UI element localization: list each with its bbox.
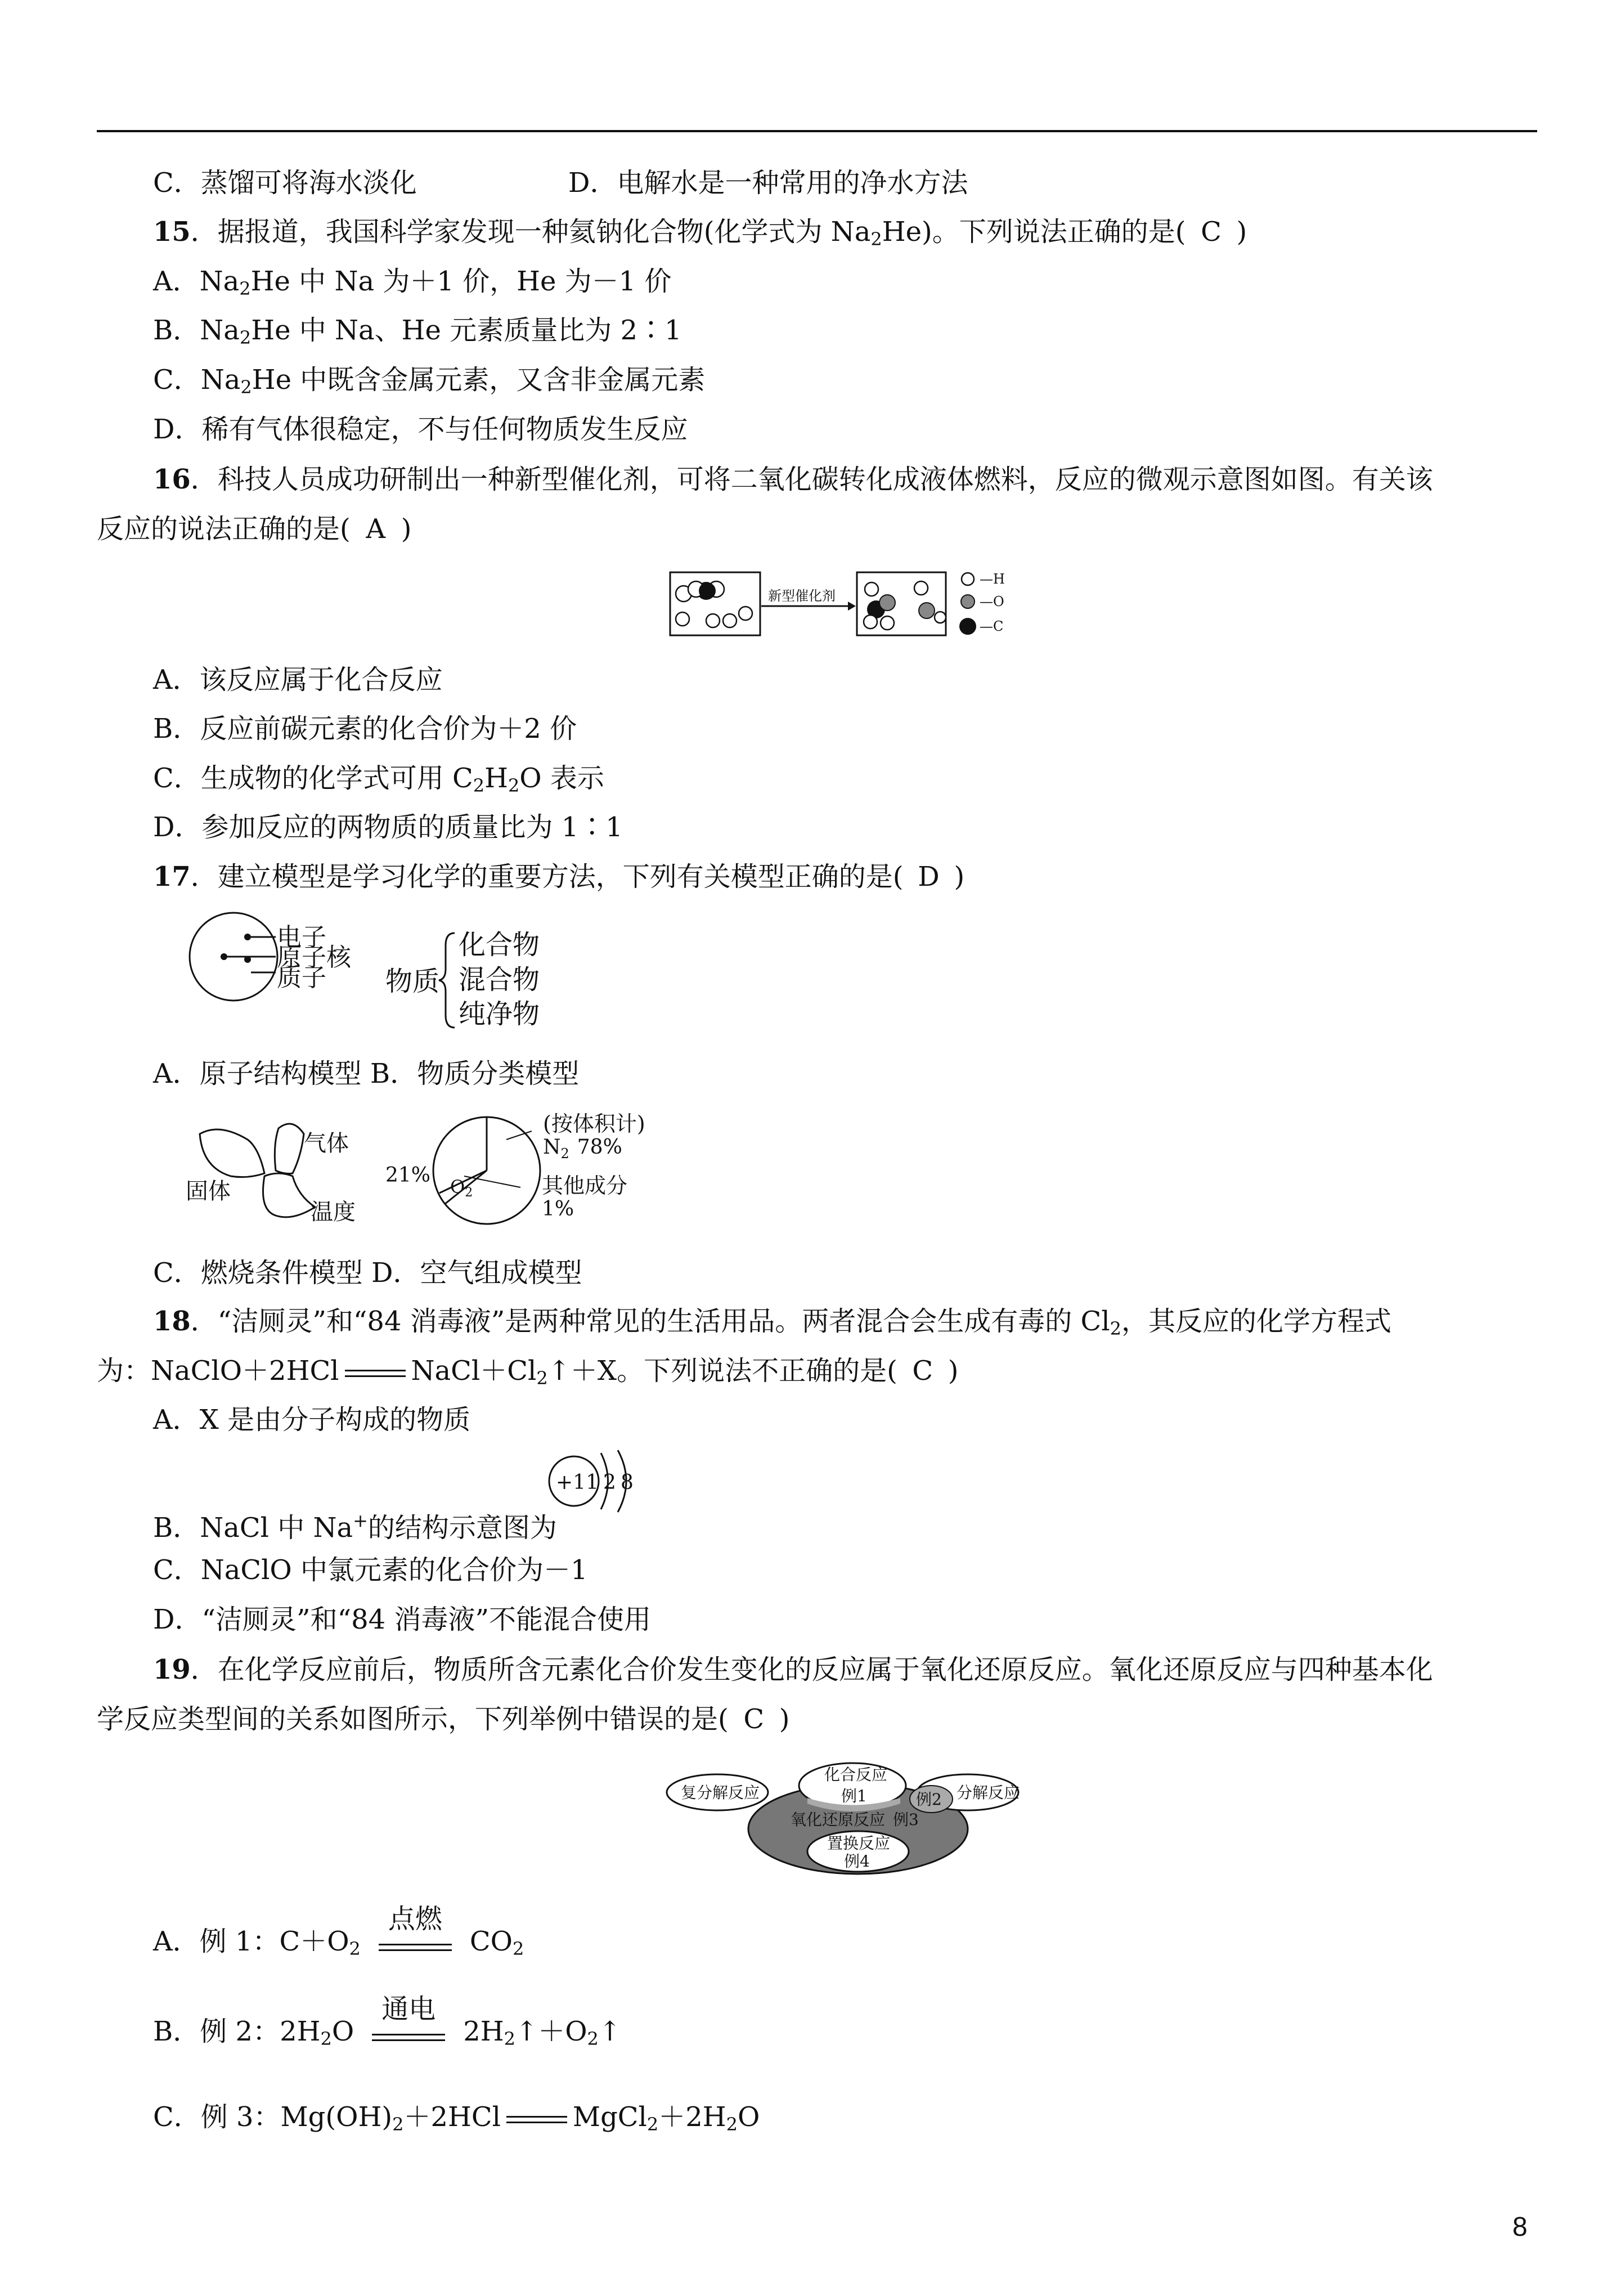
compound-label: 化合物 <box>459 929 540 961</box>
other-percent: 1% <box>542 1198 574 1221</box>
example1-label: 例1 <box>841 1787 867 1805</box>
q15-stem: 15．据报道，我国科学家发现一种氦钠化合物(化学式为 $Na_2He$)。下列说法正确的是( C ) <box>153 216 1247 250</box>
q18-option-d: D．“洁厕灵”和“84 消毒液”不能混合使用 <box>153 1604 651 1635</box>
nucleus-label: 原子核 <box>277 943 351 972</box>
shell2-electrons: 8 <box>621 1471 634 1494</box>
q17-stem: 17．建立模型是学习化学的重要方法，下列有关模型正确的是( D ) <box>153 861 965 893</box>
svg-text:N278%: $N_2$ 78% <box>543 1136 622 1162</box>
combination-label: 化合反应 <box>824 1765 888 1784</box>
o-atom-legend-icon <box>961 595 975 608</box>
header-rule <box>97 130 1537 132</box>
page-number: 8 <box>1512 2212 1528 2242</box>
q18-option-b: B．NaCl 中 Na+的结构示意图为 <box>153 1510 557 1544</box>
prev-option-c: C．蒸馏可将海水淡化 <box>153 167 417 199</box>
q19-option-a: A．例 1：$C+O_2$ 点燃 $CO_2$ <box>153 1903 524 1959</box>
q15-option-b: B．$Na_2He$ 中 Na、He 元素质量比为 2∶1 <box>153 315 682 348</box>
q18-number: 18 <box>153 1306 191 1337</box>
q17-options-cd: C．燃烧条件模型 D．空气组成模型 <box>153 1257 582 1289</box>
q18-stem-line2: 为：NaClO＋2HCl $NaCl+Cl_2↑+X$。下列说法不正确的是( C ) <box>97 1355 959 1389</box>
mixture-label: 混合物 <box>459 964 540 995</box>
h-atom-legend-icon <box>962 573 974 585</box>
redox-label: 氧化还原反应 例3 <box>791 1810 919 1829</box>
reaction-type-venn-diagram <box>664 1759 1024 1879</box>
equals-sign <box>342 1356 409 1390</box>
o2-percent: 21% <box>385 1164 431 1187</box>
example4-label: 例4 <box>844 1852 870 1871</box>
by-volume-label: (按体积计) <box>543 1111 644 1136</box>
pure-substance-label: 纯净物 <box>459 998 540 1030</box>
q16-answer: A <box>366 513 386 545</box>
q18-answer: C <box>912 1355 933 1387</box>
q19-number: 19 <box>153 1654 191 1685</box>
svg-text:O2: O2 <box>450 1176 473 1200</box>
q15-answer: C <box>1201 216 1222 248</box>
q17-number: 17 <box>153 861 191 893</box>
ignite-condition: 点燃 <box>367 1927 463 1961</box>
decomposition-label: 分解反应 <box>957 1783 1020 1802</box>
q19-option-c: C．例 3：$Mg(OH)_2+2HCl$ $MgCl_2+2H_2O$ <box>153 2101 760 2135</box>
catalyst-label: 新型催化剂 <box>768 588 836 604</box>
q19-option-b: B．例 2：$2H_2O$ 通电 $2H_2↑+O_2↑$ <box>153 1993 622 2050</box>
atom-structure-model <box>180 912 383 1010</box>
other-components-label: 其他成分 <box>542 1173 628 1198</box>
q19-answer: C <box>743 1703 765 1735</box>
q15-option-d: D．稀有气体很稳定，不与任何物质发生反应 <box>153 414 688 445</box>
q16-option-b: B．反应前碳元素的化合价为＋2 价 <box>153 713 577 745</box>
svg-text:—C: —C <box>980 618 1004 634</box>
q16-option-d: D．参加反应的两物质的质量比为 1∶1 <box>153 811 623 843</box>
q15-option-c: C．$Na_2He$ 中既含金属元素，又含非金属元素 <box>153 364 706 398</box>
electrolysis-condition: 通电 <box>361 2017 456 2051</box>
solid-label: 固体 <box>186 1178 231 1204</box>
nucleus-charge: +11 <box>556 1471 599 1494</box>
q18-option-a: A．X 是由分子构成的物质 <box>153 1404 471 1436</box>
combustion-condition-model <box>180 1111 371 1232</box>
q19-stem-line2: 学反应类型间的关系如图所示，下列举例中错误的是( C ) <box>97 1703 790 1735</box>
q16-stem-line2: 反应的说法正确的是( A ) <box>97 513 412 545</box>
equals-sign <box>503 2102 571 2136</box>
displacement-label: 置换反应 <box>827 1834 891 1853</box>
q15-option-a: A．$Na_2He$ 中 Na 为＋1 价，He 为－1 价 <box>153 266 672 299</box>
q16-option-a: A．该反应属于化合反应 <box>153 664 443 696</box>
q16-option-c: C．生成物的化学式可用 $C_2H_2O$ 表示 <box>153 763 604 796</box>
q18-stem-line1: 18．“洁厕灵”和“84 消毒液”是两种常见的生活用品。两者混合会生成有毒的 $Cl_2$，其反应的化学方程式 <box>153 1306 1392 1339</box>
q17-answer: D <box>918 861 940 893</box>
c-atom-legend-icon <box>959 618 976 635</box>
proton-label: 质子 <box>277 963 326 992</box>
electron-label: 电子 <box>277 923 326 952</box>
q15-number: 15 <box>153 216 191 248</box>
na-ion-structure-diagram <box>545 1447 646 1517</box>
svg-text:—H: —H <box>980 571 1005 587</box>
prev-option-d: D．电解水是一种常用的净水方法 <box>568 167 968 199</box>
substance-label: 物质 <box>385 966 440 997</box>
q16-stem-line1: 16．科技人员成功研制出一种新型催化剂，可将二氧化碳转化成液体燃料，反应的微观示意图如图。有关该 <box>153 464 1433 495</box>
q18-option-c: C．NaClO 中氯元素的化合价为－1 <box>153 1554 588 1586</box>
air-composition-model <box>374 1109 644 1235</box>
q16-number: 16 <box>153 464 191 495</box>
q19-stem-line1: 19．在化学反应前后，物质所含元素化合价发生变化的反应属于氧化还原反应。氧化还原反应与四种基本化 <box>153 1654 1433 1685</box>
shell1-electrons: 2 <box>603 1471 616 1494</box>
substance-classification-model <box>383 923 563 1038</box>
q16-micro-diagram <box>667 566 1038 647</box>
svg-text:—O: —O <box>980 594 1004 609</box>
double-decomposition-label: 复分解反应 <box>681 1783 760 1802</box>
temperature-label: 温度 <box>311 1199 356 1225</box>
example2-label: 例2 <box>916 1790 942 1809</box>
gas-label: 气体 <box>304 1131 349 1156</box>
q17-options-ab: A．原子结构模型 B．物质分类模型 <box>153 1058 580 1089</box>
